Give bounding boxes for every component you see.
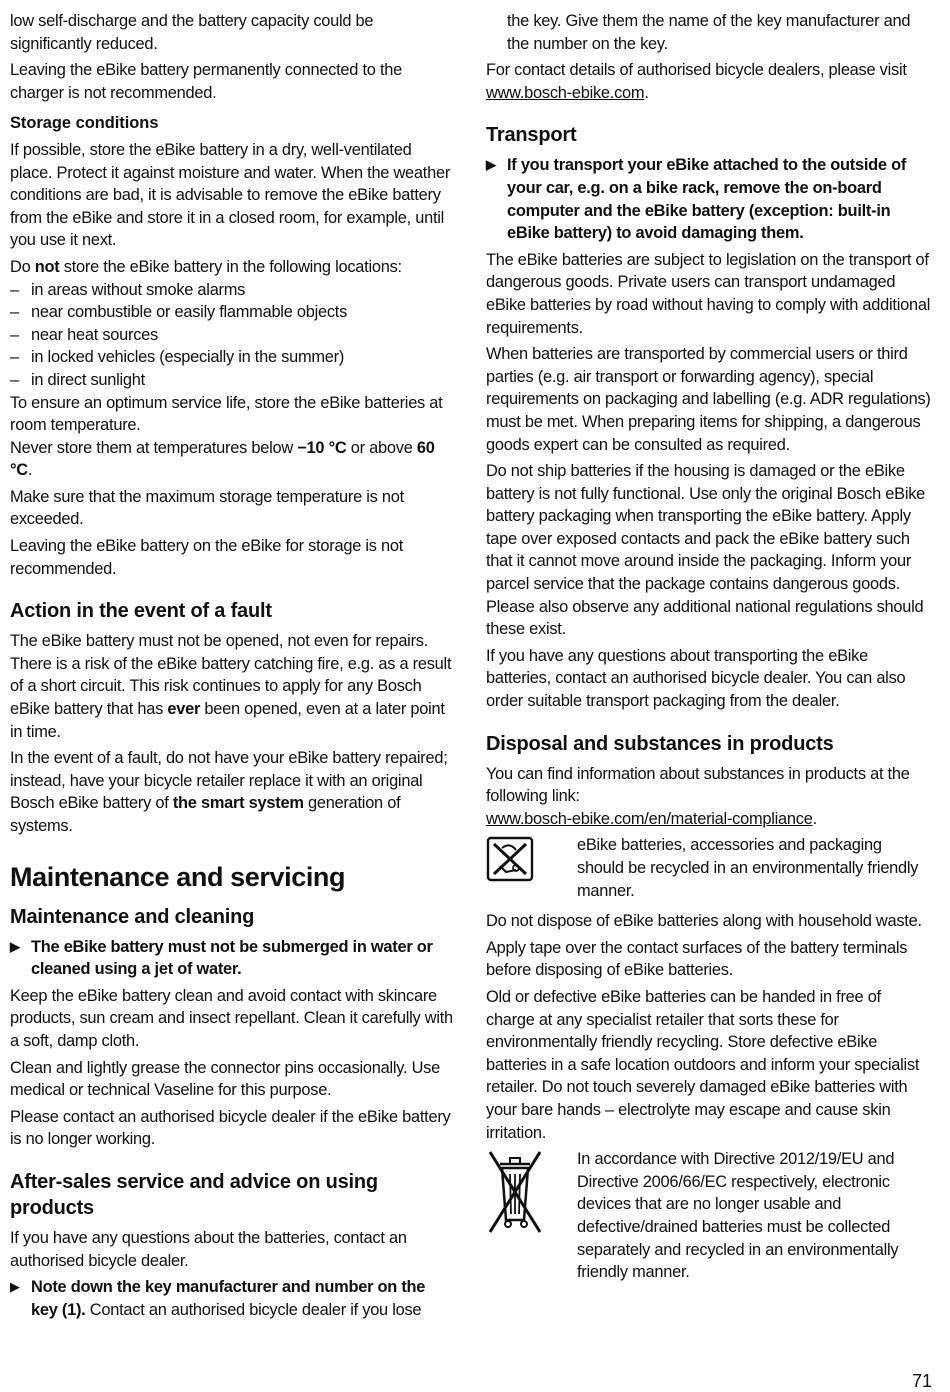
paragraph: Keep the eBike battery clean and avoid contact with skincare products, sun cream and insect repellant. Clean it carefully with a soft, damp cloth. (10, 986, 453, 1050)
list-item: – near heat sources (10, 324, 455, 347)
recycle-notice (486, 834, 931, 906)
section-title: Maintenance and servicing (10, 861, 346, 892)
list-item: – in areas without smoke alarms (10, 279, 455, 302)
cleaning-heading: Maintenance and cleaning (10, 905, 255, 928)
paragraph: Clean and lightly grease the connector pins occasionally. Use medical or technical Vaseline for this purpose. (10, 1058, 440, 1100)
paragraph: For contact details of authorised bicycle dealers, please visit www.bosch-ebike.com. (486, 61, 907, 102)
bullet-arrow-icon: ▶ (10, 938, 20, 954)
list-item: – near combustible or easily flammable objects (10, 301, 455, 324)
paragraph: the key. Give them the name of the key manufacturer and the number on the key. (507, 12, 911, 53)
paragraph: When batteries are transported by commercial users or third parties (e.g. air transport or forwarding agency), special requirements on packaging and labelling (e.g. ADR regulations) must be met. When preparing items for shipping, a dangerous goods expert can be consulted as required. (486, 345, 931, 454)
weee-notice (486, 1148, 931, 1288)
transport-bullet: ▶ If you transport your eBike attached to the outside of your car, e.g. on a bike rack, remove the on-board computer and the eBike battery (exception: built-in eBike battery) to avoid damaging them. (486, 156, 907, 243)
paragraph: The eBike battery must not be opened, not even for repairs. There is a risk of the eBike battery catching fire, e.g. as a result of a short circuit. This risk continues to apply for any Bosch eBike battery that has ever been opened, even at a later point in time. (10, 632, 452, 741)
list-item: – in direct sunlight (10, 369, 455, 392)
paragraph: Do not ship batteries if the housing is damaged or the eBike battery is not fully functional. Use only the original Bosch eBike battery packaging when transporting the eBike battery. Apply tape over exposed contacts and pack the eBike battery such that it cannot move around inside the packaging. Inform your parcel service that the package contains dangerous goods. Please also observe any additional national regulations should these exist. (486, 462, 926, 639)
material-compliance-link[interactable]: www.bosch-ebike.com/en/material-compliance (486, 809, 813, 828)
bullet-arrow-icon: ▶ (10, 1279, 20, 1295)
fault-heading: Action in the event of a fault (10, 600, 272, 623)
bullet-arrow-icon: ▶ (486, 157, 496, 173)
list-item: – in locked vehicles (especially in the summer) (10, 346, 455, 369)
transport-heading: Transport (486, 124, 577, 147)
paragraph: Leaving the eBike battery permanently connected to the charger is not recommended. (10, 61, 402, 102)
paragraph: If possible, store the eBike battery in a dry, well-ventilated place. Protect it against moisture and water. When the weather conditions are bad, it is advisable to remove the eBike battery from the eBike and store it in a closed room, for example, until you use it next. (10, 140, 451, 250)
left-column (10, 10, 455, 1325)
paragraph: In the event of a fault, do not have your eBike battery repaired; instead, have your bicycle retailer replace it with an original Bosch eBike battery of the smart system generation of systems. (10, 749, 448, 835)
warning-bullet: ▶ The eBike battery must not be submerged in water or cleaned using a jet of water. (10, 937, 433, 979)
weee-text: In accordance with Directive 2012/19/EU and Directive 2006/66/EC respectively, electronic devices that are no longer usable and defective/drained batteries must be collected separately and recycled in an environmentally friendly manner. (577, 1150, 899, 1282)
paragraph: Make sure that the maximum storage temperature is not exceeded. (10, 487, 404, 529)
paragraph: www.bosch-ebike.com/en/material-compliance. (486, 809, 817, 828)
paragraph: Never store them at temperatures below −10 °C or above 60 °C. (10, 438, 435, 480)
bosch-ebike-link[interactable]: www.bosch-ebike.com (486, 83, 645, 102)
crossed-out-bin-icon (486, 1148, 544, 1238)
paragraph: You can find information about substances in products at the following link: (486, 764, 910, 806)
paragraph: The eBike batteries are subject to legislation on the transport of dangerous goods. Private users can transport undamaged eBike batteries by road without having to comply with additional requirements. (486, 250, 931, 337)
paragraph: To ensure an optimum service life, store the eBike batteries at room temperature. (10, 393, 443, 435)
storage-heading: Storage conditions (10, 114, 159, 133)
disposal-heading: Disposal and substances in products (486, 732, 834, 755)
paragraph: Apply tape over the contact surfaces of the battery terminals before disposing of eBike batteries. (486, 938, 908, 980)
recycle-text: eBike batteries, accessories and packaging should be recycled in an environmentally friendly manner. (577, 836, 919, 900)
no-household-disposal-icon (486, 836, 534, 882)
paragraph: Do not store the eBike battery in the following locations: (10, 257, 402, 276)
locations-list (10, 279, 455, 392)
paragraph: If you have any questions about the batteries, contact an authorised bicycle dealer. (10, 1228, 407, 1270)
paragraph: low self-discharge and the battery capacity could be significantly reduced. (10, 12, 374, 53)
paragraph: Leaving the eBike battery on the eBike for storage is not recommended. (10, 537, 404, 578)
key-bullet: ▶ Note down the key manufacturer and number on the key (1). Contact an authorised bicycle dealer if you lose (10, 1278, 426, 1319)
aftersales-heading: After-sales service and advice on using products (10, 1170, 378, 1219)
right-column (486, 10, 931, 1292)
paragraph: Do not dispose of eBike batteries along with household waste. (486, 912, 922, 931)
paragraph: Please contact an authorised bicycle dealer if the eBike battery is no longer working. (10, 1107, 451, 1149)
paragraph: Old or defective eBike batteries can be handed in free of charge at any specialist retailer that sorts these for environmentally friendly recycling. Store defective eBike batteries in a safe location outdoors and inform your specialist retailer. Do not touch severely damaged eBike batteries with your bare hands – electrolyte may escape and cause skin irritation. (486, 987, 920, 1142)
page-number: 71 (911, 1371, 932, 1391)
paragraph: If you have any questions about transporting the eBike batteries, contact an authorised bicycle dealer. You can also order suitable transport packaging from the dealer. (486, 646, 906, 711)
